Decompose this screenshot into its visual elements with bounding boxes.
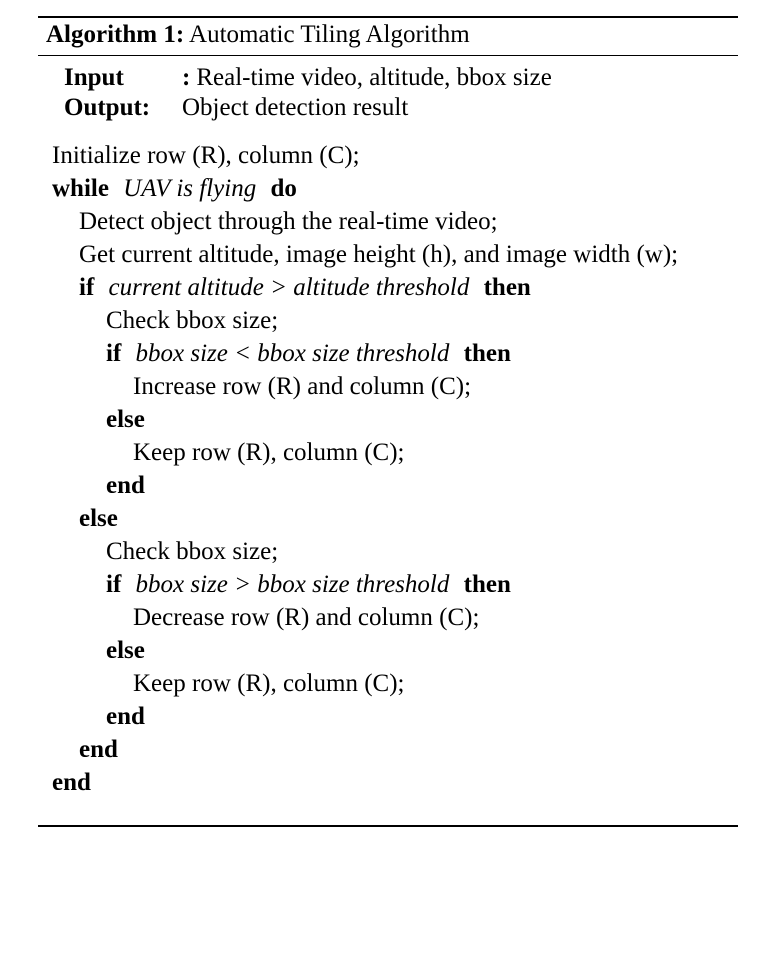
- keyword-if: if: [106, 340, 122, 367]
- keyword-else: else: [79, 505, 118, 532]
- line-detect-text: Detect object through the real-time video;: [79, 208, 498, 235]
- line-detect: [46, 209, 738, 242]
- line-check-bbox-2-text: Check bbox size;: [106, 538, 279, 565]
- line-init: [46, 143, 738, 176]
- line-init-text: Initialize row (R), column (C);: [52, 142, 360, 169]
- line-keep-2: [46, 671, 738, 704]
- io-row-input: [38, 65, 738, 90]
- io-key-input: Input: [64, 64, 124, 91]
- bottom-rule: [38, 825, 738, 827]
- keyword-end: end: [106, 472, 145, 499]
- line-end-1: [46, 473, 738, 506]
- line-if-altitude-content: [73, 275, 539, 300]
- line-if-bbox-gt: [46, 572, 738, 605]
- line-if-altitude: [46, 275, 738, 308]
- line-get-altitude-text: Get current altitude, image height (h), and image width (w);: [79, 241, 679, 268]
- algorithm-block: [38, 16, 738, 827]
- keyword-end: end: [106, 703, 145, 730]
- line-end-2: [46, 704, 738, 737]
- keyword-end: end: [52, 769, 91, 796]
- line-if-bbox-lt: [46, 341, 738, 374]
- algorithm-body: [38, 131, 738, 819]
- io-row-output: [38, 95, 738, 120]
- line-decrease-text: Decrease row (R) and column (C);: [133, 604, 480, 631]
- keyword-do: do: [270, 175, 297, 202]
- cond-if-altitude: current altitude > altitude threshold: [108, 274, 470, 301]
- line-while-content: [46, 176, 305, 201]
- line-else-1: [46, 407, 738, 440]
- line-keep-1-text: Keep row (R), column (C);: [133, 439, 405, 466]
- line-end-4: [46, 770, 738, 809]
- keyword-if: if: [106, 571, 122, 598]
- algorithm-caption-title: Automatic Tiling Algorithm: [189, 21, 470, 48]
- line-if-bbox-gt-content: [100, 572, 519, 597]
- io-key-output: Output:: [64, 94, 151, 121]
- algorithm-caption: [38, 18, 738, 55]
- line-else-2: [46, 506, 738, 539]
- line-decrease: [46, 605, 738, 638]
- line-increase-text: Increase row (R) and column (C);: [133, 373, 472, 400]
- keyword-then: then: [463, 340, 511, 367]
- algorithm-caption-label: Algorithm 1:: [46, 21, 185, 48]
- cond-if-bbox-gt: bbox size > bbox size threshold: [135, 571, 450, 598]
- line-get-altitude: [46, 242, 738, 275]
- io-value-output: Object detection result: [182, 94, 409, 121]
- keyword-else: else: [106, 406, 145, 433]
- line-else-3: [46, 638, 738, 671]
- line-end-3: [46, 737, 738, 770]
- line-increase: [46, 374, 738, 407]
- line-check-bbox-1: [46, 308, 738, 341]
- cond-if-bbox-lt: bbox size < bbox size threshold: [135, 340, 450, 367]
- io-value-input: Real-time video, altitude, bbox size: [196, 64, 552, 91]
- cond-while: UAV is flying: [123, 175, 257, 202]
- line-keep-1: [46, 440, 738, 473]
- keyword-while: while: [52, 175, 109, 202]
- keyword-then: then: [483, 274, 531, 301]
- line-check-bbox-2: [46, 539, 738, 572]
- line-check-bbox-1-text: Check bbox size;: [106, 307, 279, 334]
- io-colon-input: :: [182, 64, 191, 91]
- keyword-else: else: [106, 637, 145, 664]
- keyword-then: then: [463, 571, 511, 598]
- line-if-bbox-lt-content: [100, 341, 519, 366]
- line-while: [46, 176, 738, 209]
- line-keep-2-text: Keep row (R), column (C);: [133, 670, 405, 697]
- keyword-if: if: [79, 274, 95, 301]
- keyword-end: end: [79, 736, 118, 763]
- algorithm-io: [38, 56, 738, 131]
